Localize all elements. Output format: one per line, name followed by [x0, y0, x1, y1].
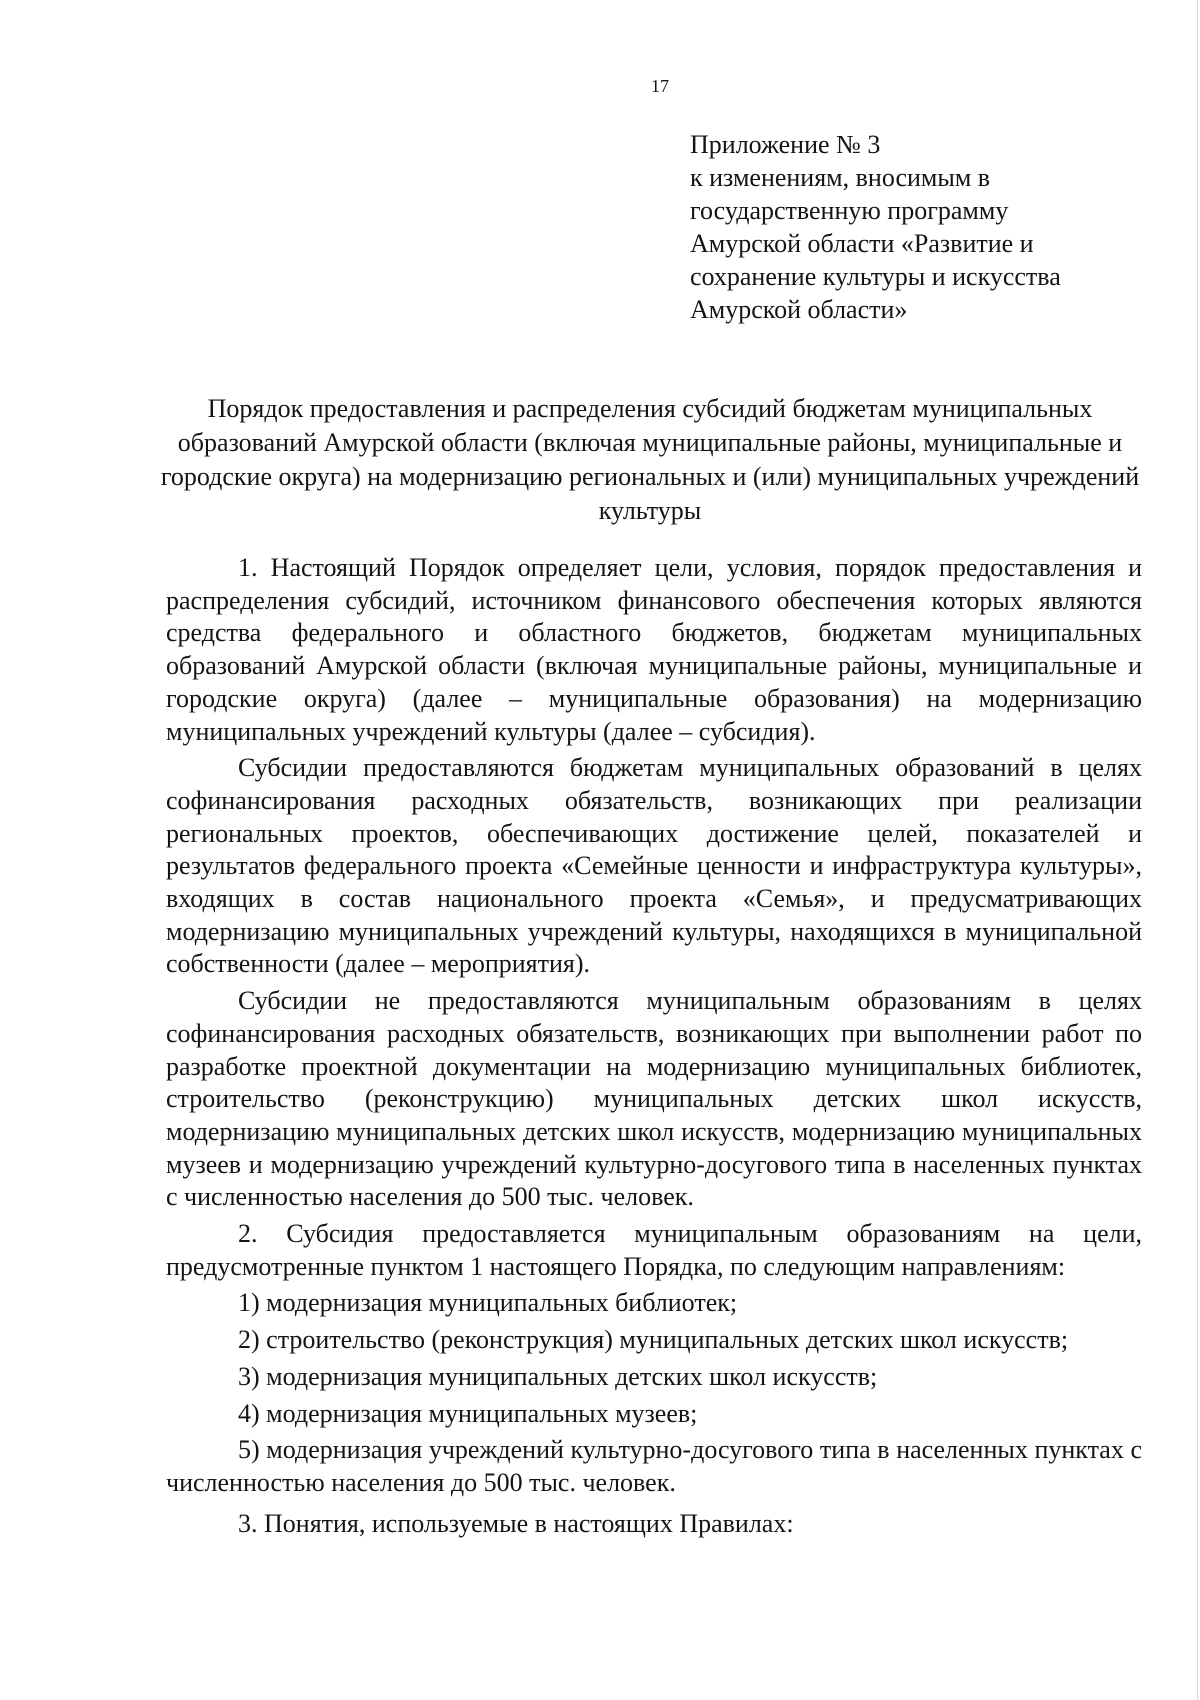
page-number: 17: [651, 76, 669, 96]
list-item-1: 1) модернизация муниципальных библиотек;: [238, 1288, 738, 1318]
list-item-3: 3) модернизация муниципальных детских школ искусств;: [238, 1361, 878, 1391]
appendix-line: Амурской области «Развитие и: [690, 229, 1034, 258]
paragraph-1: 1. Настоящий Порядок определяет цели, условия, порядок предоставления и распределения субсидий, источником финансового обеспечения которых являются средства федерального и областного бюджетов, бюджетам муниципальных образований Амурской области (включая муниципальные районы, муниципальные и городские округа) (далее – муниципальные образования) на модернизацию муниципальных учреждений культуры (далее – субсидия).: [166, 553, 1142, 746]
list-item-2: 2) строительство (реконструкция) муниципальных детских школ искусств;: [238, 1325, 1069, 1355]
paragraph-subsidies-purpose: Субсидии предоставляются бюджетам муниципальных образований в целях софинансирования расходных обязательств, возникающих при реализации региональных проектов, обеспечивающих достижение целей, показателей и результатов федерального проекта «Семейные ценности и инфраструктура культуры», входящих в состав национального проекта «Семья», и предусматривающих модернизацию муниципальных учреждений культуры, находящихся в муниципальной собственности (далее – мероприятия).: [166, 753, 1142, 979]
scan-edge-line: [1197, 0, 1198, 1700]
appendix-header: [690, 128, 1160, 326]
paragraph-3: 3. Понятия, используемые в настоящих Правилах:: [238, 1508, 794, 1538]
paragraph-2: 2. Субсидия предоставляется муниципальным образованиям на цели, предусмотренные пунктом 1 настоящего Порядка, по следующим направлениям:: [166, 1219, 1142, 1281]
appendix-line: Амурской области»: [690, 295, 908, 324]
appendix-line: Приложение № 3: [690, 130, 881, 159]
document-title: Порядок предоставления и распределения субсидий бюджетам муниципальных образований Амурской области (включая муниципальные районы, муниципальные и городские округа) на модернизацию региональных и (или) муниципальных учреждений культуры: [160, 394, 1140, 525]
list-item-5: 5) модернизация учреждений культурно-досугового типа в населенных пунктах с численностью населения до 500 тыс. человек.: [166, 1435, 1142, 1497]
appendix-line: государственную программу: [690, 196, 1009, 225]
appendix-line: сохранение культуры и искусства: [690, 262, 1061, 291]
paragraph-subsidies-exclusions: Субсидии не предоставляются муниципальным образованиям в целях софинансирования расходных обязательств, возникающих при выполнении работ по разработке проектной документации на модернизацию муниципальных библиотек, строительство (реконструкцию) муниципальных детских школ искусств, модернизацию муниципальных детских школ искусств, модернизацию муниципальных музеев и модернизацию учреждений культурно-досугового типа в населенных пунктах с численностью населения до 500 тыс. человек.: [166, 986, 1142, 1212]
list-item-4: 4) модернизация муниципальных музеев;: [238, 1398, 698, 1428]
appendix-line: к изменениям, вносимым в: [690, 163, 991, 192]
document-body: [166, 552, 1142, 1540]
